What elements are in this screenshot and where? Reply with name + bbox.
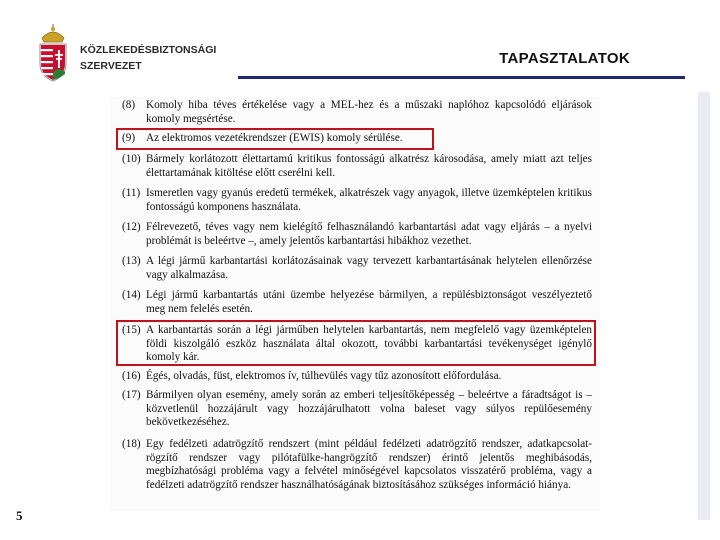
org-name-line1: KÖZLEKEDÉSBIZTONSÁGI	[80, 44, 217, 56]
item-number: (18)	[122, 438, 141, 450]
list-item	[122, 221, 592, 248]
highlight-box-item-15	[116, 320, 596, 366]
document-excerpt	[110, 97, 600, 511]
list-item	[122, 153, 592, 180]
item-text: Félrevezető, téves vagy nem kielégítő felhasználandó karbantartási adat vagy eljárás – a nyelvi problémát is beleértve –, amely jelentős karbantartási hibákhoz vezethet.	[146, 221, 592, 247]
org-name	[80, 42, 216, 74]
org-logo	[36, 24, 217, 82]
item-text: Légi jármű karbantartás utáni üzembe helyezése bármilyen, a repülésbiztonságot veszélyeztető meg nem felelés esetén.	[146, 289, 592, 315]
item-number: (16)	[122, 370, 141, 382]
item-number: (8)	[122, 99, 136, 111]
item-text: A karbantartás során a légi járműben helytelen karbantartás, nem megfelelő vagy üzemképtelen földi kiszolgáló eszköz használata által okozott, további karbantartási tevékenységet igénylő komoly kár.	[146, 324, 592, 364]
list-item	[122, 255, 592, 282]
list-item	[122, 289, 592, 316]
item-text: Az elektromos vezetékrendszer (EWIS) komoly sérülése.	[146, 132, 403, 144]
page-title: TAPASZTALATOK	[499, 50, 630, 67]
item-number: (12)	[122, 221, 141, 233]
item-number: (15)	[122, 324, 141, 336]
item-number: (14)	[122, 289, 141, 301]
org-name-line2: SZERVEZET	[80, 60, 142, 72]
list-item	[122, 438, 592, 492]
highlight-box-item-9	[116, 128, 434, 150]
item-text: Bármilyen olyan esemény, amely során az emberi teljesítőképesség – beleértve a fáradtságot is – közvetlenül hozzájárult vagy hozzájárulhatott volna baleset vagy súlyos repülőesemény bekövetkezéséhez.	[146, 389, 592, 429]
item-number: (13)	[122, 255, 141, 267]
list-item	[122, 187, 592, 214]
item-text: Egy fedélzeti adatrögzítő rendszert (mint például fedélzeti adatrögzítő rendszer, adatkapcsolat-rögzítő rendszer vagy pilótafülke-hangrögzítő rendszer) érintő jelentős meghibásodás, megbízhatósági probléma vagy a felvétel minőségével kapcsolatos visszatérő probléma, vagy a fedélzeti adatrögzítő rendszer használhatóságának biztosításához szükséges információ hiánya.	[146, 438, 592, 491]
item-text: Komoly hiba téves értékelése vagy a MEL-hez és a műszaki naplóhoz kapcsolódó eljárások komoly megsértése.	[146, 99, 592, 125]
item-number: (9)	[122, 132, 136, 144]
page-number: 5	[16, 508, 23, 523]
slide-edge-decoration	[698, 92, 710, 520]
list-item	[122, 99, 592, 126]
item-number: (10)	[122, 153, 141, 165]
title-underline	[238, 76, 685, 79]
item-text: Bármely korlátozott élettartamú kritikus fontosságú alkatrész károsodása, amely miatt azt teljes élettartamának kitöltése előtt cserélni kell.	[146, 153, 592, 179]
item-number: (11)	[122, 187, 141, 199]
item-text: Ismeretlen vagy gyanús eredetű termékek, alkatrészek vagy anyagok, illetve üzemképtelen kritikus fontosságú komponens használata.	[146, 187, 592, 213]
item-text: Égés, olvadás, füst, elektromos ív, túlhevülés vagy tűz azonosított előfordulása.	[146, 370, 502, 382]
list-item	[122, 370, 592, 384]
item-text: A légi jármű karbantartási korlátozásainak vagy tervezett karbantartásának helytelen ellenőrzése vagy alkalmazása.	[146, 255, 592, 281]
list-item	[122, 389, 592, 430]
hungarian-coat-of-arms-icon	[36, 24, 70, 82]
item-number: (17)	[122, 389, 141, 401]
